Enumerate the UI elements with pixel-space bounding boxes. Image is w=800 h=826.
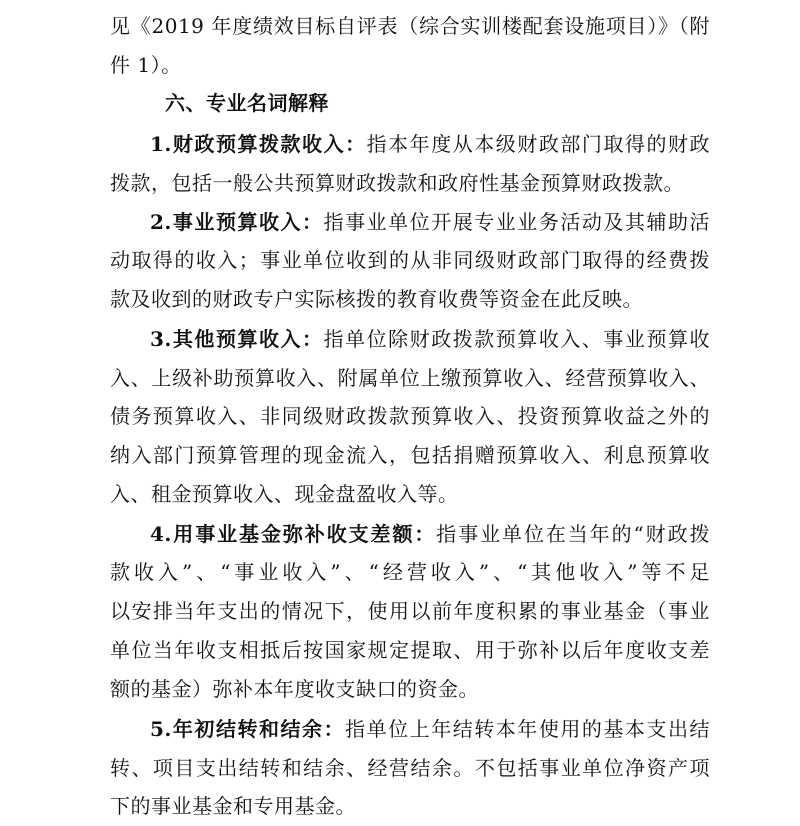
definition-5-term: 5.年初结转和结余： (150, 717, 346, 741)
definition-5-text: 指单位上年结转本年使用的基本支出结 (345, 717, 710, 741)
definition-1-line-2: 拨款，包括一般公共预算财政拨款和政府性基金预算财政拨款。 (110, 171, 684, 195)
definition-3-line-3: 债务预算收入、非同级财政拨款预算收入、投资预算收益之外的 (110, 404, 710, 428)
definition-3-text: 指单位除财政拨款预算收入、事业预算收 (323, 327, 710, 351)
definition-2-line-2: 动取得的收入；事业单位收到的从非同级财政部门取得的经费拨 (110, 248, 710, 272)
definition-2-first-line (150, 208, 710, 236)
definition-2-term: 2.事业预算收入： (150, 210, 324, 234)
definition-1-first-line (150, 130, 710, 158)
definition-3-line-2: 入、上级补助预算收入、附属单位上缴预算收入、经营预算收入、 (110, 366, 710, 390)
definition-4-term: 4.用事业基金弥补收支差额： (150, 522, 437, 546)
definition-5-line-3: 下的事业基金和专用基金。 (110, 794, 356, 818)
definition-1-text: 指本年度从本级财政部门取得的财政 (366, 132, 710, 156)
definition-3-line-5: 入、租金预算收入、现金盘盈收入等。 (110, 482, 459, 506)
intro-line-1: 见《2019 年度绩效目标自评表（综合实训楼配套设施项目）》（附 (110, 14, 710, 38)
definition-4-text: 指事业单位在当年的“财政拨 (436, 522, 710, 546)
definition-4-line-5: 额的基金）弥补本年度收支缺口的资金。 (110, 677, 479, 701)
section-heading: 六、专业名词解释 (165, 91, 329, 115)
definition-1-term: 1.财政预算拨款收入： (150, 132, 367, 156)
intro-line-2: 件 1）。 (110, 53, 182, 77)
definition-3-first-line (150, 325, 710, 353)
definition-2-text: 指事业单位开展专业业务活动及其辅助活 (323, 210, 710, 234)
definition-3-line-4: 纳入部门预算管理的现金流入，包括捐赠预算收入、利息预算收 (110, 443, 710, 467)
definition-4-first-line (150, 520, 710, 548)
definition-5-first-line (150, 715, 710, 743)
definition-5-line-2: 转、项目支出结转和结余、经营结余。不包括事业单位净资产项 (110, 756, 710, 780)
definition-2-line-3: 款及收到的财政专户实际核拨的教育收费等资金在此反映。 (110, 287, 643, 311)
definition-4-line-4: 单位当年收支相抵后按国家规定提取、用于弥补以后年度收支差 (110, 638, 710, 662)
definition-4-line-3: 以安排当年支出的情况下，使用以前年度积累的事业基金（事业 (110, 599, 710, 623)
definition-3-term: 3.其他预算收入： (150, 327, 324, 351)
definition-4-line-2: 款收入”、“事业收入”、“经营收入”、“其他收入”等不足 (110, 560, 710, 584)
